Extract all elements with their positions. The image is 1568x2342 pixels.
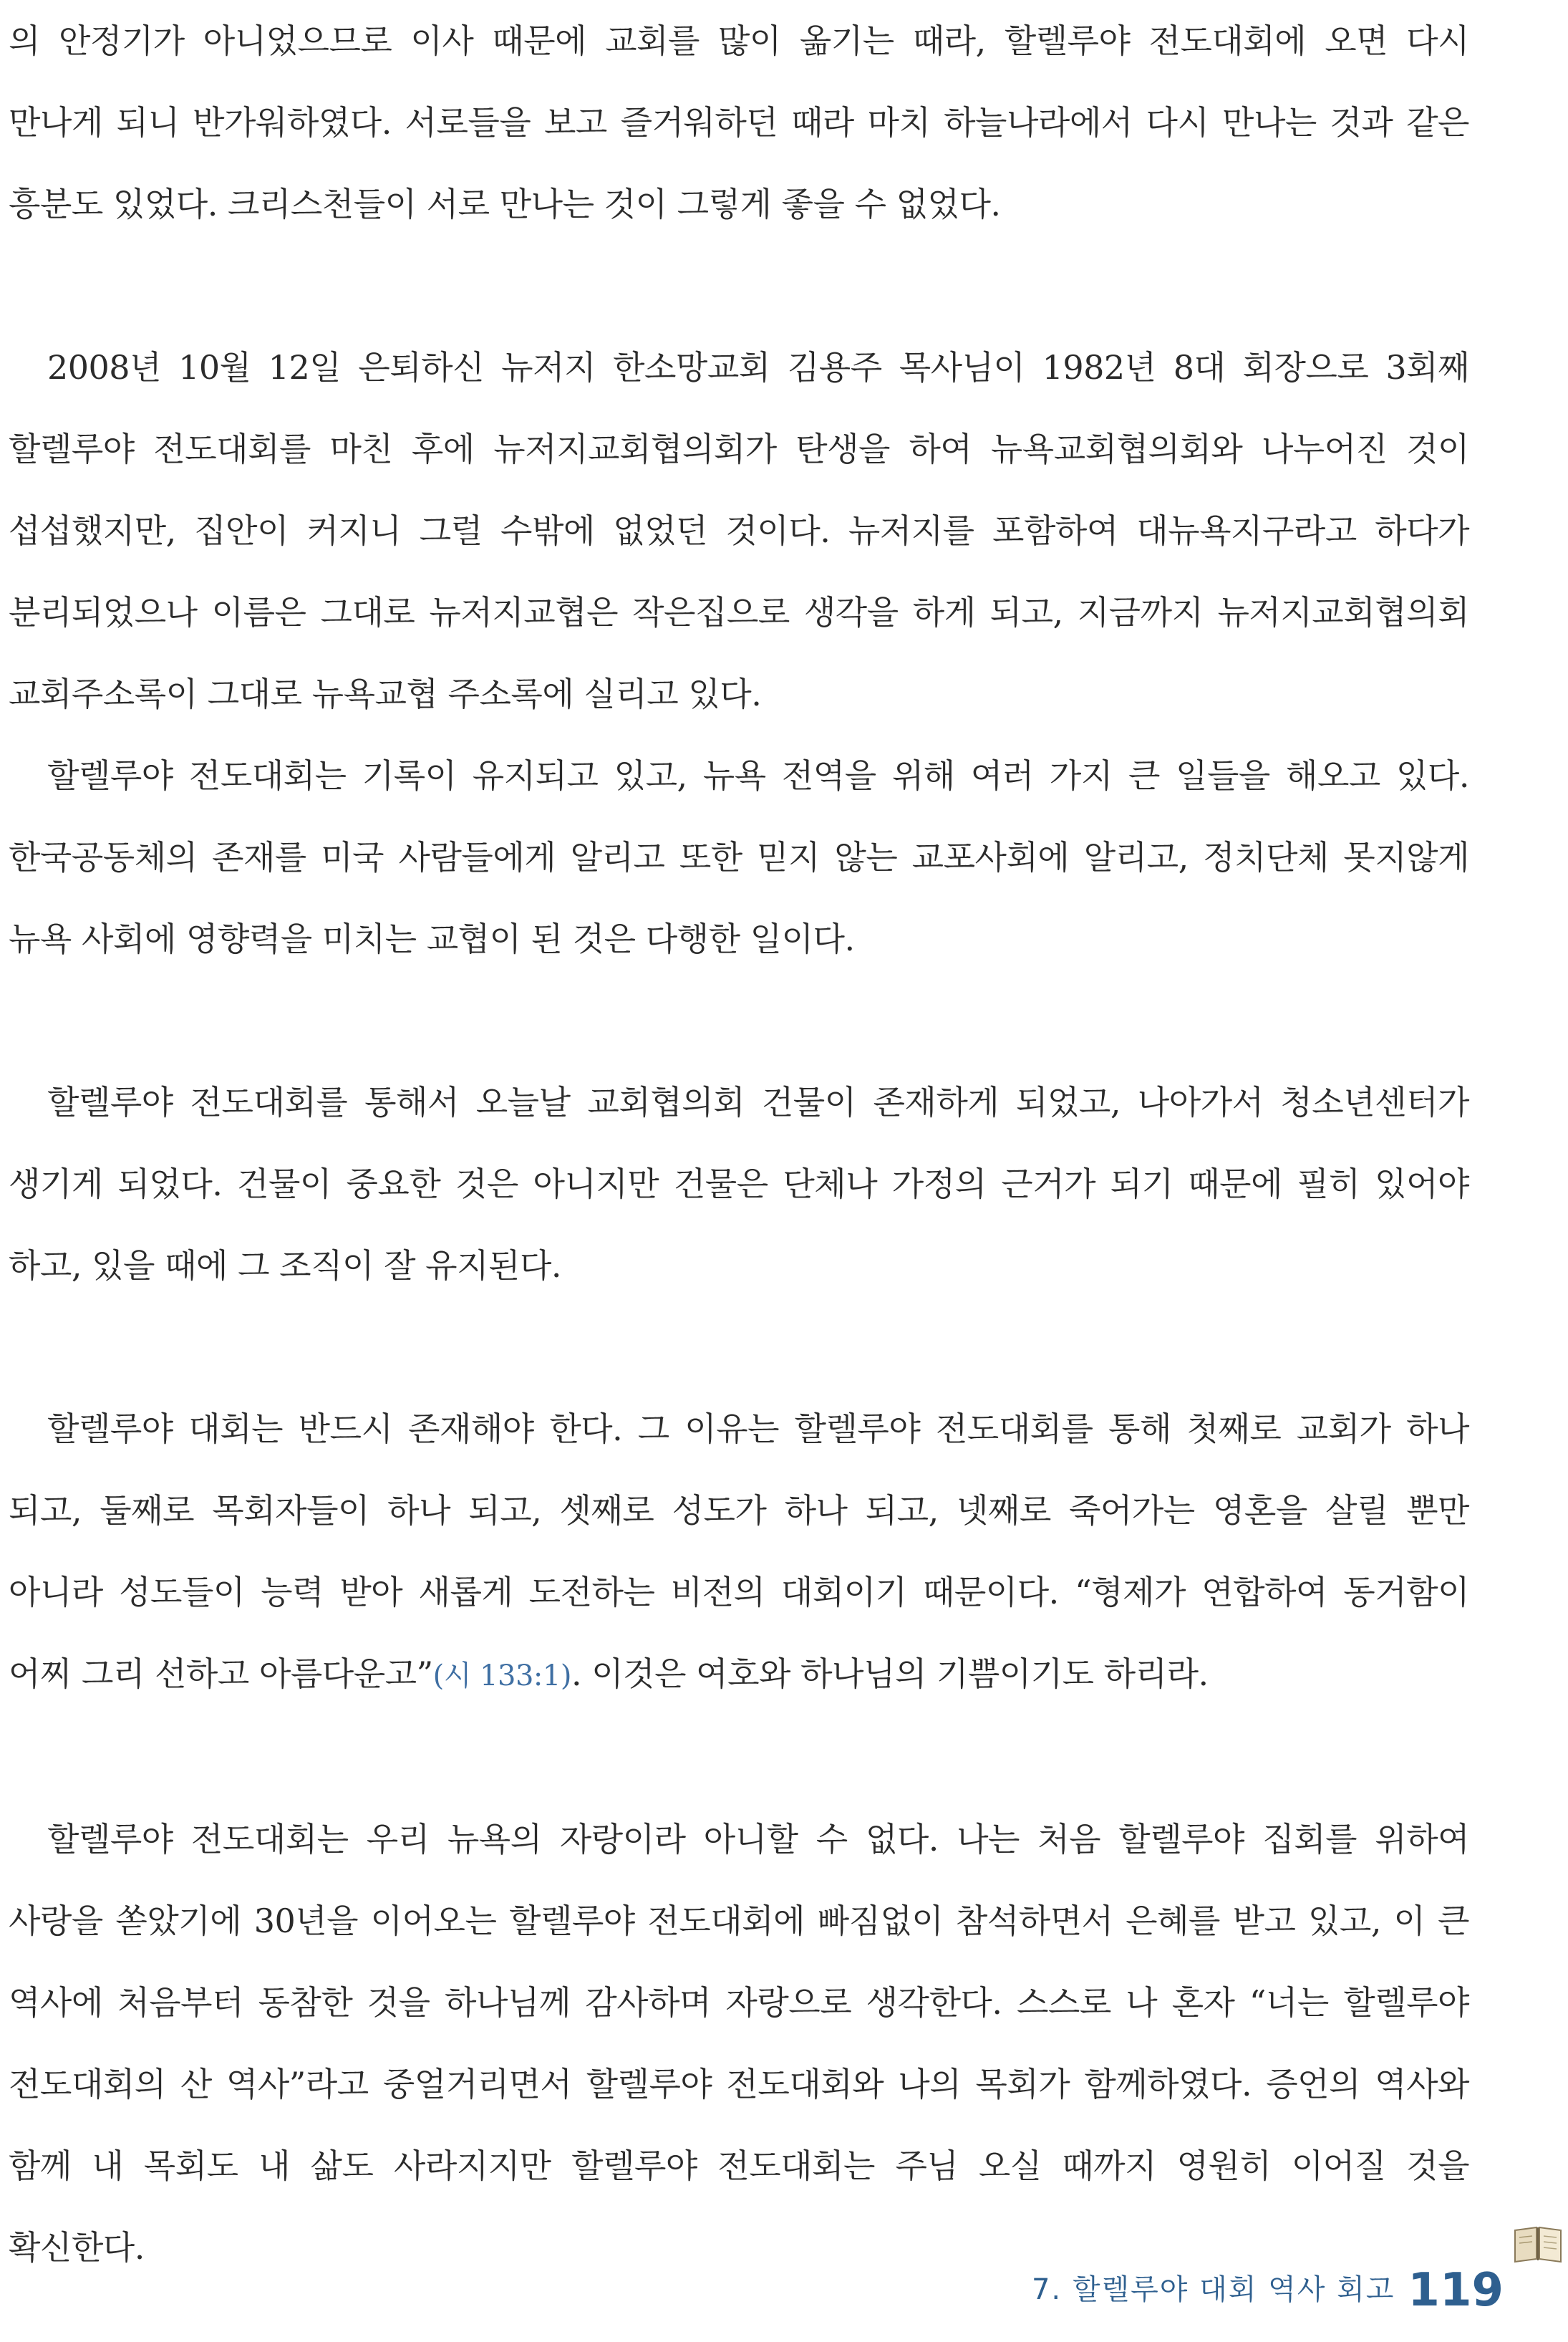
- chapter-title: 7. 할렐루야 대회 역사 회고: [1031, 2273, 1395, 2306]
- paragraph-5-tail: . 이것은 여호와 하나님의 기쁨이기도 하리라.: [571, 1654, 1209, 1693]
- page-number: 119: [1408, 2264, 1504, 2317]
- paragraph-2: 2008년 10월 12일 은퇴하신 뉴저지 한소망교회 김용주 목사님이 1982년 8대 회장으로 3회째 할렐루야 전도대회를 마친 후에 뉴저지교회협의회가 탄생을 하여 뉴욕교회협의회와 나누어진 것이 섭섭했지만, 집안이 커지니 그럴 수밖에 없었던 것이다. 뉴저지를 포함하여 대뉴욕지구라고 하다가 분리되었으나 이름은 그대로 뉴저지교협은 작은집으로 생각을 하게 되고, 지금까지 뉴저지교회협의회 교회주소록이 그대로 뉴욕교협 주소록에 실리고 있다.: [9, 348, 1469, 713]
- open-book-icon: [1512, 2220, 1564, 2263]
- paragraph-1: 의 안정기가 아니었으므로 이사 때문에 교회를 많이 옮기는 때라, 할렐루야 전도대회에 오면 다시 만나게 되니 반가워하였다. 서로들을 보고 즐거워하던 때라 마치 하늘나라에서 다시 만나는 것과 같은 흥분도 있었다. 크리스천들이 서로 만나는 것이 그렇게 좋을 수 없었다.: [9, 21, 1469, 223]
- paragraph-4: 할렐루야 전도대회를 통해서 오늘날 교회협의회 건물이 존재하게 되었고, 나아가서 청소년센터가 생기게 되었다. 건물이 중요한 것은 아니지만 건물은 단체나 가정의 근거가 되기 때문에 필히 있어야 하고, 있을 때에 그 조직이 잘 유지된다.: [9, 1083, 1469, 1285]
- scripture-reference: (시 133:1): [432, 1659, 571, 1692]
- body-text: [9, 0, 1469, 2288]
- paragraph-5: [9, 1388, 1469, 1717]
- paragraph-6: 할렐루야 전도대회는 우리 뉴욕의 자랑이라 아니할 수 없다. 나는 처음 할렐루야 집회를 위하여 사랑을 쏟았기에 30년을 이어오는 할렐루야 전도대회에 빠짐없이 참석하면서 은혜를 받고 있고, 이 큰 역사에 처음부터 동참한 것을 하나님께 감사하며 자랑으로 생각한다. 스스로 나 혼자 “너는 할렐루야 전도대회의 산 역사”라고 중얼거리면서 할렐루야 전도대회와 나의 목회가 함께하였다. 증언의 역사와 함께 내 목회도 내 삶도 사라지지만 할렐루야 전도대회는 주님 오실 때까지 영원히 이어질 것을 확신한다.: [9, 1820, 1469, 2267]
- paragraph-5-text: 할렐루야 대회는 반드시 존재해야 한다. 그 이유는 할렐루야 전도대회를 통해 첫째로 교회가 하나 되고, 둘째로 목회자들이 하나 되고, 셋째로 성도가 하나 되고, 넷째로 죽어가는 영혼을 살릴 뿐만 아니라 성도들이 능력 받아 새롭게 도전하는 비전의 대회이기 때문이다. “형제가 연합하여 동거함이 어찌 그리 선하고 아름다운고”: [9, 1409, 1469, 1693]
- paragraph-3: 할렐루야 전도대회는 기록이 유지되고 있고, 뉴욕 전역을 위해 여러 가지 큰 일들을 해오고 있다. 한국공동체의 존재를 미국 사람들에게 알리고 또한 믿지 않는 교포사회에 알리고, 정치단체 못지않게 뉴욕 사회에 영향력을 미치는 교협이 된 것은 다행한 일이다.: [9, 756, 1469, 958]
- page-footer: [1031, 2264, 1504, 2317]
